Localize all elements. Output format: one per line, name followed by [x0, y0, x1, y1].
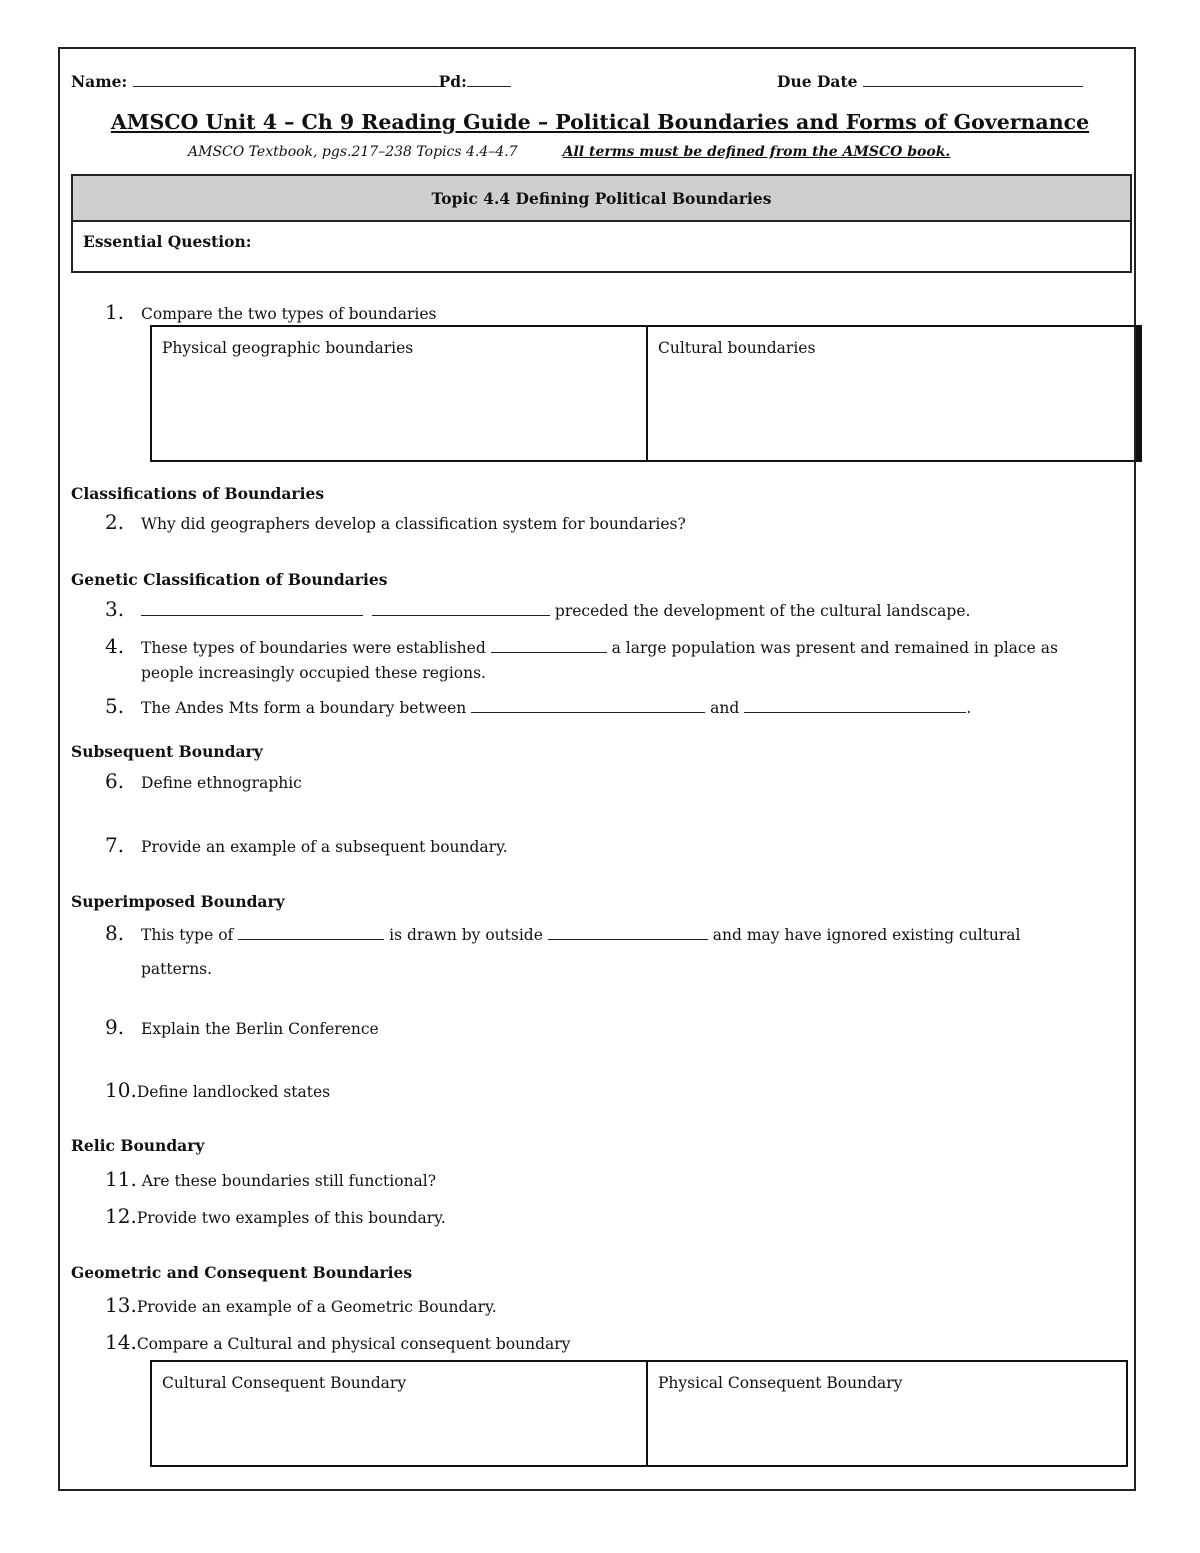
due-date-blank[interactable]	[863, 72, 1083, 87]
question-8	[105, 921, 1020, 945]
question-number: 13.	[105, 1293, 137, 1317]
question-number: 7.	[105, 833, 125, 857]
question-text: .	[966, 699, 972, 717]
boundary-comparison-table	[150, 325, 1142, 462]
question-11	[105, 1167, 436, 1191]
question-2	[105, 510, 686, 534]
question-number: 11.	[105, 1167, 137, 1191]
question-text: Provide an example of a Geometric Boundary.	[136, 1298, 497, 1316]
section-superimposed: Superimposed Boundary	[71, 892, 285, 911]
due-date-label: Due Date	[777, 72, 858, 91]
question-text: Compare the two types of boundaries	[141, 305, 437, 323]
question-number: 10.	[105, 1078, 137, 1102]
question-3	[105, 597, 970, 621]
question-number: 5.	[105, 694, 125, 718]
question-6	[105, 769, 302, 793]
question-text: The Andes Mts form a boundary between	[141, 699, 467, 717]
answer-blank[interactable]	[141, 601, 363, 616]
question-text: Compare a Cultural and physical consequent boundary	[136, 1335, 571, 1353]
answer-blank[interactable]	[471, 698, 705, 713]
question-number: 14.	[105, 1330, 137, 1354]
question-text: is drawn by outside	[389, 926, 543, 944]
question-12	[105, 1204, 446, 1228]
name-blank[interactable]	[133, 72, 439, 87]
question-text: a large population was present and remained in place as	[611, 639, 1058, 657]
due-date-field[interactable]	[777, 72, 1083, 91]
question-9	[105, 1015, 379, 1039]
question-text: Define ethnographic	[141, 774, 302, 792]
cell-label: Cultural boundaries	[658, 339, 816, 357]
consequent-comparison-table	[150, 1360, 1128, 1467]
question-number: 8.	[105, 921, 125, 945]
cell-label: Cultural Consequent Boundary	[162, 1374, 407, 1392]
topic-table	[71, 174, 1132, 273]
question-text: These types of boundaries were established	[141, 639, 486, 657]
question-4	[105, 634, 1058, 658]
physical-boundaries-cell[interactable]	[152, 327, 648, 460]
question-text: preceded the development of the cultural landscape.	[554, 602, 971, 620]
question-text: Provide two examples of this boundary.	[136, 1209, 446, 1227]
answer-blank[interactable]	[744, 698, 966, 713]
cell-label: Physical Consequent Boundary	[658, 1374, 903, 1392]
answer-blank[interactable]	[238, 925, 384, 940]
question-text: and may have ignored existing cultural	[712, 926, 1021, 944]
question-number: 4.	[105, 634, 125, 658]
answer-blank[interactable]	[548, 925, 708, 940]
essential-question-cell[interactable]	[73, 222, 1130, 261]
instruction: All terms must be defined from the AMSCO book.	[562, 144, 951, 160]
question-13	[105, 1293, 497, 1317]
cultural-consequent-cell[interactable]	[152, 1362, 648, 1465]
cultural-boundaries-cell[interactable]	[648, 327, 1140, 460]
cell-label: Physical geographic boundaries	[162, 339, 414, 357]
question-1	[105, 300, 437, 324]
subtitle	[188, 141, 950, 160]
section-relic: Relic Boundary	[71, 1136, 205, 1155]
question-10	[105, 1078, 330, 1102]
answer-blank[interactable]	[491, 638, 607, 653]
section-genetic: Genetic Classification of Boundaries	[71, 570, 388, 589]
pd-label: Pd:	[438, 72, 467, 91]
question-number: 2.	[105, 510, 125, 534]
question-text: and	[710, 699, 740, 717]
question-text: Explain the Berlin Conference	[141, 1020, 379, 1038]
physical-consequent-cell[interactable]	[648, 1362, 1126, 1465]
section-subsequent: Subsequent Boundary	[71, 742, 263, 761]
name-field[interactable]	[71, 72, 511, 91]
question-number: 3.	[105, 597, 125, 621]
question-number: 9.	[105, 1015, 125, 1039]
question-14	[105, 1330, 570, 1354]
question-text: Define landlocked states	[136, 1083, 331, 1101]
essential-question-label: Essential Question:	[83, 232, 252, 251]
question-text: This type of	[141, 926, 234, 944]
question-text: Why did geographers develop a classification system for boundaries?	[141, 515, 686, 533]
section-geometric: Geometric and Consequent Boundaries	[71, 1263, 413, 1282]
section-classifications: Classifications of Boundaries	[71, 484, 325, 503]
question-text: Are these boundaries still functional?	[141, 1172, 437, 1190]
page-title-wrap	[0, 110, 1200, 134]
name-label: Name:	[71, 72, 128, 91]
question-number: 12.	[105, 1204, 137, 1228]
textbook-ref: AMSCO Textbook, pgs.217–238 Topics 4.4–4.7	[188, 144, 518, 160]
question-8-cont: patterns.	[141, 960, 213, 978]
question-number: 6.	[105, 769, 125, 793]
question-7	[105, 833, 508, 857]
topic-heading: Topic 4.4 Defining Political Boundaries	[73, 176, 1130, 222]
page-title: AMSCO Unit 4 – Ch 9 Reading Guide – Political Boundaries and Forms of Governance	[110, 110, 1090, 134]
pd-blank[interactable]	[467, 72, 511, 87]
question-number: 1.	[105, 300, 125, 324]
question-text: Provide an example of a subsequent boundary.	[141, 838, 508, 856]
question-4-cont: people increasingly occupied these regions.	[141, 664, 486, 682]
question-5	[105, 694, 971, 718]
answer-blank[interactable]	[372, 601, 550, 616]
